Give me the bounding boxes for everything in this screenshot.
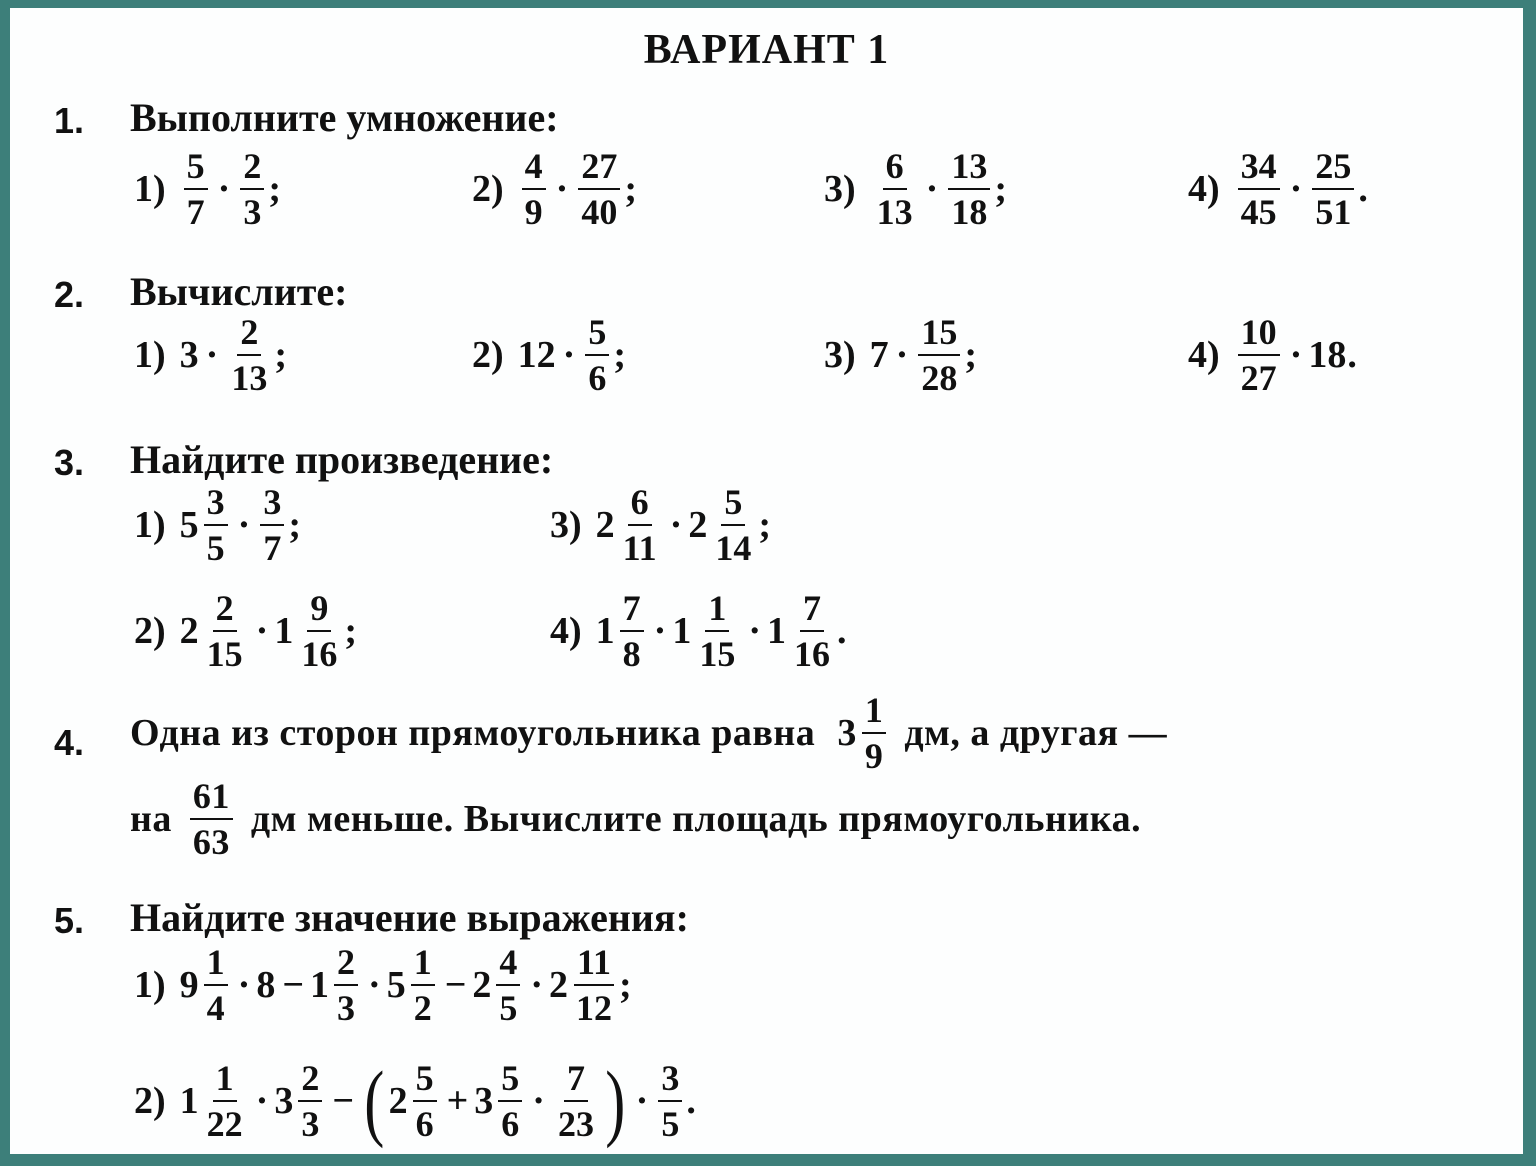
task-1-heading: Выполните умножение: [130,95,559,140]
numerator: 1 [204,944,228,986]
fraction [948,148,990,230]
numerator: 1 [213,1060,237,1102]
task-2-item-2 [472,314,626,396]
operator: · [237,504,251,546]
fraction [791,590,833,672]
whole-part: 2 [595,504,615,546]
numerator: 4 [522,148,546,190]
numerator: 5 [721,484,745,526]
denominator: 15 [699,634,736,674]
numerator: 2 [240,148,264,190]
whole-part: 1 [595,610,615,652]
fraction [204,944,228,1026]
numerator: 10 [1238,314,1280,356]
number: 3 [179,334,199,376]
task-4-number: 4. [54,722,85,763]
parenthesis: ( [364,1053,385,1149]
whole-part: 2 [179,610,199,652]
numerator: 5 [498,1060,522,1102]
punctuation: ; [619,964,632,1006]
task-4-text-4: дм меньше. Вычислите площадь прямоугольника. [250,798,1142,840]
task-5-number: 5. [54,900,85,941]
fraction [298,590,340,672]
fraction [862,692,887,774]
fraction [578,148,620,230]
whole-part: 3 [474,1080,494,1122]
operator: · [237,964,251,1006]
numerator: 34 [1238,148,1280,190]
denominator: 9 [524,192,543,232]
punctuation: . [1358,168,1368,210]
fraction [184,148,208,230]
denominator: 6 [415,1104,434,1144]
fraction [573,944,615,1026]
fraction [874,148,916,230]
item-label: 2) [472,168,504,210]
whole-part: 1 [179,1080,199,1122]
task-1-number: 1. [54,100,85,141]
fraction [658,1060,682,1142]
numerator: 5 [413,1060,437,1102]
punctuation: . [686,1080,696,1122]
numerator: 3 [204,484,228,526]
numerator: 7 [800,590,824,632]
denominator: 6 [588,358,607,398]
fraction [620,484,660,566]
fraction [190,778,233,860]
whole-part: 2 [688,504,708,546]
fraction [1238,148,1280,230]
whole-part: 1 [672,610,692,652]
denominator: 3 [301,1104,320,1144]
task-2-heading: Вычислите: [130,269,348,314]
operator: · [653,610,667,652]
punctuation: ; [964,334,977,376]
task-2-number: 2. [54,274,85,315]
denominator: 9 [864,736,884,776]
punctuation: ; [758,504,772,546]
fraction [334,944,358,1026]
fraction [240,148,264,230]
operator: · [530,964,544,1006]
denominator: 16 [794,634,831,674]
denominator: 15 [206,634,243,674]
operator: · [1289,168,1303,210]
task-3-item-3 [550,484,771,566]
task-4-text-1: Одна из сторон прямоугольника равна [130,712,816,754]
denominator: 27 [1240,358,1277,398]
denominator: 14 [715,528,752,568]
operator: · [895,334,909,376]
numerator: 6 [883,148,907,190]
fraction [585,314,609,396]
task-4-difference [186,778,237,860]
worksheet [10,8,1523,1154]
operator: · [217,168,231,210]
punctuation: ; [624,168,637,210]
whole-part: 2 [472,964,492,1006]
punctuation: ; [268,168,281,210]
operator: · [669,504,683,546]
punctuation: ; [274,334,287,376]
whole-part: 1 [310,964,329,1006]
numerator: 5 [184,148,208,190]
numerator: 27 [578,148,620,190]
operator: · [255,610,269,652]
task-4-line-2 [130,778,1141,860]
item-label: 1) [134,504,166,546]
task-3-number: 3. [54,442,85,483]
operator: · [562,334,576,376]
numerator: 2 [334,944,358,986]
punctuation: ; [613,334,626,376]
fraction [498,1060,522,1142]
whole-part: 3 [274,1080,294,1122]
item-label: 3) [550,504,582,546]
task-4-side-length [837,692,890,774]
numerator: 4 [496,944,520,986]
task-3-item-2 [134,590,357,672]
denominator: 22 [206,1104,243,1144]
punctuation: ; [994,168,1007,210]
number: 18 [1308,334,1347,376]
denominator: 2 [413,988,432,1028]
operator: · [748,610,762,652]
task-3-item-1 [134,484,301,566]
operator: · [255,1080,269,1122]
denominator: 16 [301,634,338,674]
numerator: 61 [190,778,233,820]
denominator: 7 [263,528,282,568]
task-2-item-3 [824,314,977,396]
punctuation: ; [344,610,357,652]
number: 12 [517,334,556,376]
denominator: 5 [206,528,225,568]
operator: · [205,334,219,376]
fraction [204,1060,246,1142]
task-4-line-1 [130,692,1167,774]
fraction [1312,148,1354,230]
whole-part: 2 [388,1080,408,1122]
whole-part: 1 [767,610,787,652]
denominator: 13 [876,192,913,232]
operator: · [368,964,381,1006]
operator: · [635,1080,649,1122]
denominator: 23 [557,1104,594,1144]
task-3-heading: Найдите произведение: [130,437,554,482]
item-label: 2) [134,1080,166,1122]
denominator: 12 [576,988,613,1028]
operator: − [332,1080,354,1122]
numerator: 2 [298,1060,322,1102]
fraction [228,314,270,396]
task-2-item-1 [134,314,287,396]
denominator: 45 [1240,192,1277,232]
denominator: 63 [192,822,230,862]
whole-part: 5 [179,504,199,546]
numerator: 25 [1312,148,1354,190]
numerator: 2 [237,314,261,356]
fraction [555,1060,597,1142]
fraction [298,1060,322,1142]
numerator: 13 [948,148,990,190]
numerator: 1 [862,692,887,734]
task-2-item-4 [1188,314,1357,396]
item-label: 1) [134,964,166,1006]
item-label: 3) [824,334,856,376]
denominator: 5 [499,988,518,1028]
numerator: 15 [918,314,960,356]
item-label: 1) [134,334,166,376]
fraction [712,484,754,566]
numerator: 3 [260,484,284,526]
task-1-item-4 [1188,148,1368,230]
operator: · [1289,334,1303,376]
item-label: 3) [824,168,856,210]
denominator: 3 [243,192,262,232]
whole-part: 2 [549,964,569,1006]
denominator: 40 [581,192,618,232]
fraction [260,484,284,566]
item-label: 4) [550,610,582,652]
page-title: ВАРИАНТ 1 [643,27,890,73]
denominator: 11 [622,528,657,568]
whole-part: 1 [274,610,294,652]
numerator: 7 [564,1060,588,1102]
punctuation: ; [288,504,301,546]
number: 8 [256,964,276,1006]
numerator: 9 [307,590,331,632]
denominator: 51 [1315,192,1352,232]
operator: · [532,1080,545,1122]
denominator: 18 [951,192,988,232]
numerator: 7 [620,590,644,632]
task-5-item-2 [134,1053,696,1149]
whole-part: 5 [386,964,406,1006]
denominator: 5 [661,1104,680,1144]
task-1-item-3 [824,148,1007,230]
whole-part: 9 [179,964,199,1006]
denominator: 13 [231,358,268,398]
fraction [413,1060,437,1142]
denominator: 28 [921,358,958,398]
operator: + [446,1080,469,1122]
task-4-text-3: на [130,798,172,840]
item-label: 2) [472,334,504,376]
fraction [918,314,960,396]
task-4-text-2: дм, а другая — [904,712,1168,754]
fraction [522,148,546,230]
task-3-item-4 [550,590,847,672]
number: 7 [869,334,889,376]
denominator: 4 [206,988,225,1028]
operator: − [282,964,304,1006]
fraction [204,590,246,672]
numerator: 1 [411,944,435,986]
fraction [411,944,435,1026]
numerator: 5 [585,314,609,356]
denominator: 6 [501,1104,520,1144]
operator: · [555,168,569,210]
numerator: 1 [705,590,729,632]
fraction [204,484,228,566]
task-1-item-2 [472,148,637,230]
parenthesis: ) [605,1053,626,1149]
numerator: 11 [574,944,614,986]
whole-part: 3 [837,712,857,754]
task-5-item-1 [134,944,632,1026]
numerator: 2 [213,590,237,632]
fraction [496,944,520,1026]
numerator: 6 [628,484,652,526]
fraction [1238,314,1280,396]
fraction [696,590,738,672]
numerator: 3 [658,1060,682,1102]
item-label: 4) [1188,168,1220,210]
punctuation: . [1347,334,1357,376]
item-label: 2) [134,610,166,652]
denominator: 8 [622,634,641,674]
task-5-heading: Найдите значение выражения: [130,895,689,940]
denominator: 7 [186,192,205,232]
task-1-item-1 [134,148,281,230]
punctuation: . [837,610,847,652]
operator: · [925,168,939,210]
fraction [620,590,644,672]
operator: − [444,964,467,1006]
item-label: 4) [1188,334,1220,376]
denominator: 3 [337,988,355,1028]
item-label: 1) [134,168,166,210]
